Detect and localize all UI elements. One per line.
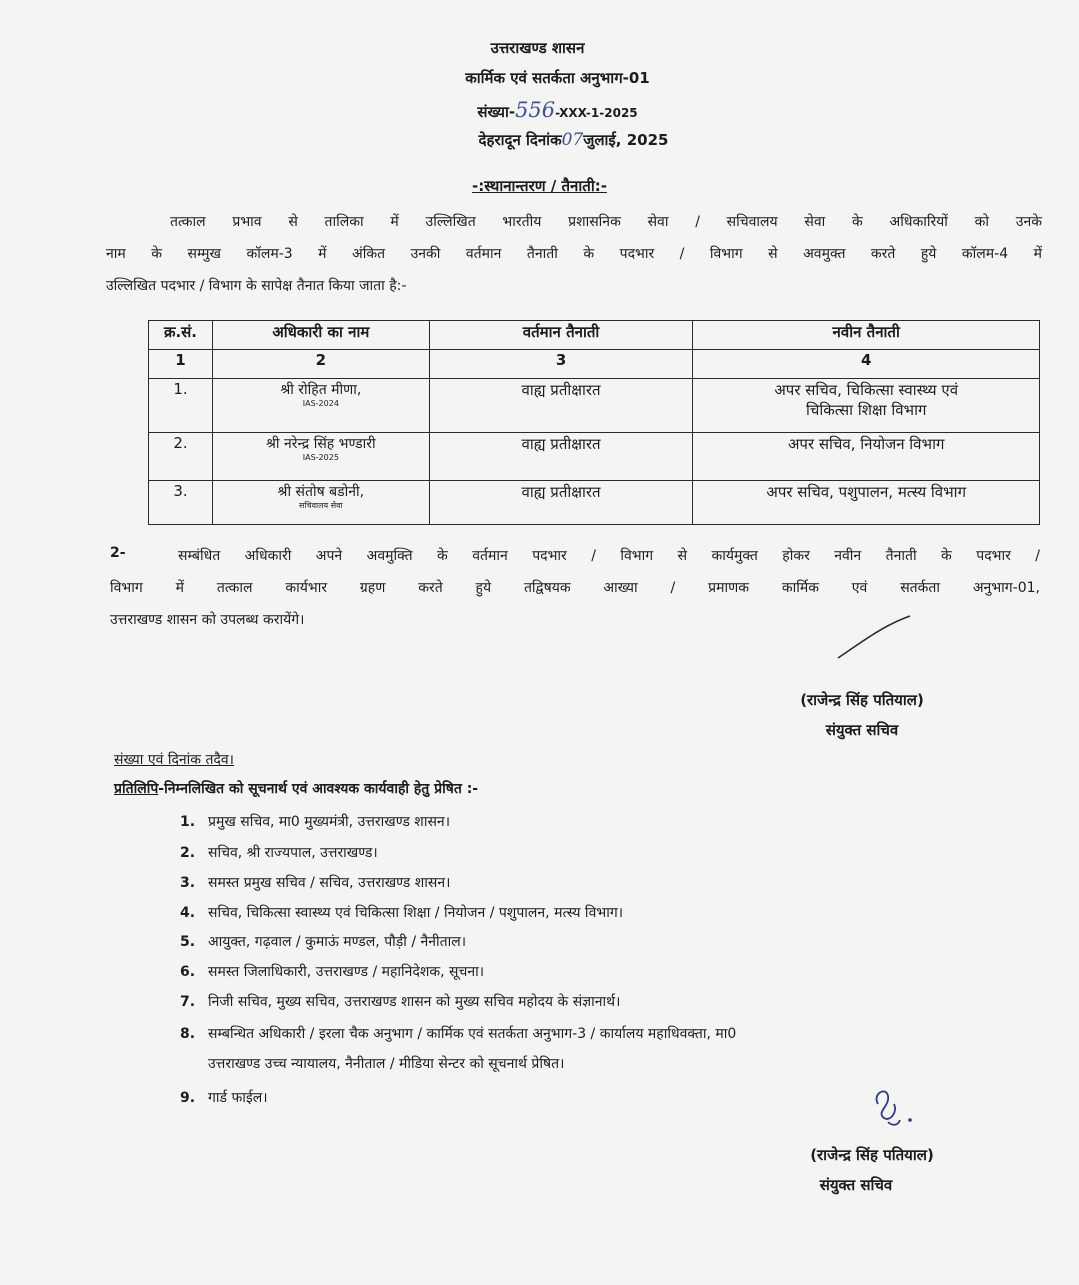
column-header: वर्तमान तैनाती <box>429 321 693 350</box>
intro-line: उल्लिखित पदभार / विभाग के सापेक्ष तैनात किया जाता है:- <box>106 278 407 294</box>
new-posting-line: अपर सचिव, चिकित्सा स्वास्थ्य एवं <box>774 381 959 399</box>
new-posting-line: चिकित्सा शिक्षा विभाग <box>805 401 927 419</box>
cc-intro: -निम्नलिखित को सूचनार्थ एवं आवश्यक कार्यवाही हेतु प्रेषित :- <box>158 781 479 797</box>
cc-line <box>114 779 478 798</box>
subject-heading: -:स्थानान्तरण / तैनाती:- <box>472 177 607 195</box>
order-date-suffix: जुलाई, 2025 <box>583 131 669 149</box>
order-date-handwritten: 07 <box>561 130 584 150</box>
endorsement-ref: संख्या एवं दिनांक तदैव। <box>114 752 234 768</box>
order-number-handwritten: 556 <box>515 98 556 122</box>
cc-label: प्रतिलिपि <box>114 781 159 797</box>
government-name: उत्तराखण्ड शासन <box>490 39 585 57</box>
para2-number: 2- <box>110 545 126 561</box>
current-posting: वाह्य प्रतीक्षारत <box>429 433 693 481</box>
serial-number: 3. <box>149 481 213 525</box>
serial-number: 1. <box>149 379 213 433</box>
order-date-prefix: देहरादून दिनांक <box>478 131 562 149</box>
order-number-suffix: -XXX-1-2025 <box>555 106 638 120</box>
order-date <box>34 130 1079 150</box>
cc-list-item: 9. गार्ड फाईल। <box>180 1090 268 1106</box>
serial-number: 2. <box>149 433 213 481</box>
column-number-row <box>149 350 1040 379</box>
current-posting: वाह्य प्रतीक्षारत <box>429 481 693 525</box>
column-header: नवीन तैनाती <box>693 321 1040 350</box>
current-posting: वाह्य प्रतीक्षारत <box>429 379 693 433</box>
cc-list-item-continuation: उत्तराखण्ड उच्च न्यायालय, नैनीताल / मीडिया सेन्टर को सूचनार्थ प्रेषित। <box>208 1056 565 1072</box>
table-row <box>149 481 1040 525</box>
cc-list-item: 8. सम्बन्धित अधिकारी / इरला चैक अनुभाग / कार्मिक एवं सतर्कता अनुभाग-3 / कार्यालय महाधिवक्ता, मा0 <box>180 1026 737 1042</box>
officer-service: IAS-2024 <box>302 399 339 408</box>
new-posting-line: अपर सचिव, पशुपालन, मत्स्य विभाग <box>766 483 967 501</box>
order-number <box>18 98 1079 122</box>
cc-list-item: 5. आयुक्त, गढ़वाल / कुमाऊं मण्डल, पौड़ी / नैनीताल। <box>180 934 467 950</box>
transfer-table <box>148 320 1040 525</box>
para2-line: उत्तराखण्ड शासन को उपलब्ध करायेंगे। <box>110 612 305 628</box>
para2-line: सम्बंधित अधिकारी अपने अवमुक्ति के वर्तमान पदभार / विभाग से कार्यमुक्त होकर नवीन तैनाती के पदभार / <box>178 548 1040 564</box>
officer-name: श्री संतोष बडोनी, <box>277 484 365 500</box>
new-posting <box>693 433 1040 481</box>
officer-service: सचिवालय सेवा <box>299 501 343 510</box>
table-header-row <box>149 321 1040 350</box>
officer-name: श्री रोहित मीणा, <box>280 382 362 398</box>
cc-list-item: 1. प्रमुख सचिव, मा0 मुख्यमंत्री, उत्तराखण्ड शासन। <box>180 814 450 830</box>
new-posting-line: अपर सचिव, नियोजन विभाग <box>787 435 945 453</box>
cc-list-item: 6. समस्त जिलाधिकारी, उत्तराखण्ड / महानिदेशक, सूचना। <box>180 964 485 980</box>
initials-signature-mark <box>868 1082 918 1130</box>
signatory-designation: संयुक्त सचिव <box>825 721 899 739</box>
intro-line: नाम के सम्मुख कॉलम-3 में अंकित उनकी वर्तमान तैनाती के पदभार / विभाग से अवमुक्त करते हुये कॉलम-4 में <box>106 246 1042 262</box>
signatory-name: (राजेन्द्र सिंह पतियाल) <box>800 691 924 709</box>
new-posting <box>693 481 1040 525</box>
order-number-prefix: संख्या- <box>477 103 516 121</box>
cc-list-item: 3. समस्त प्रमुख सचिव / सचिव, उत्तराखण्ड शासन। <box>180 875 451 891</box>
signature-mark <box>832 612 916 664</box>
column-number: 1 <box>149 350 213 379</box>
column-header: अधिकारी का नाम <box>212 321 429 350</box>
new-posting <box>693 379 1040 433</box>
officer-cell <box>212 481 429 525</box>
officer-cell <box>212 433 429 481</box>
column-header: क्र.सं. <box>149 321 213 350</box>
table-row <box>149 379 1040 433</box>
column-number: 3 <box>429 350 693 379</box>
table-row <box>149 433 1040 481</box>
officer-service: IAS-2025 <box>302 453 339 462</box>
intro-paragraph <box>106 206 1042 302</box>
column-number: 2 <box>212 350 429 379</box>
intro-line: तत्काल प्रभाव से तालिका में उल्लिखित भारतीय प्रशासनिक सेवा / सचिवालय सेवा के अधिकारियों को उनके <box>170 214 1042 230</box>
column-number: 4 <box>693 350 1040 379</box>
department-name: कार्मिक एवं सतर्कता अनुभाग-01 <box>465 69 650 87</box>
signatory2-designation: संयुक्त सचिव <box>819 1176 893 1194</box>
signatory2-name: (राजेन्द्र सिंह पतियाल) <box>810 1146 934 1164</box>
para2-line: विभाग में तत्काल कार्यभार ग्रहण करते हुये तद्विषयक आख्या / प्रमाणक कार्मिक एवं सतर्कता अनुभाग-01, <box>110 580 1040 596</box>
cc-list-item: 7. निजी सचिव, मुख्य सचिव, उत्तराखण्ड शासन को मुख्य सचिव महोदय के संज्ञानार्थ। <box>180 994 621 1010</box>
officer-cell <box>212 379 429 433</box>
cc-list-item: 4. सचिव, चिकित्सा स्वास्थ्य एवं चिकित्सा शिक्षा / नियोजन / पशुपालन, मत्स्य विभाग। <box>180 905 624 921</box>
officer-name: श्री नरेन्द्र सिंह भण्डारी <box>266 436 376 452</box>
cc-list-item: 2. सचिव, श्री राज्यपाल, उत्तराखण्ड। <box>180 845 378 861</box>
